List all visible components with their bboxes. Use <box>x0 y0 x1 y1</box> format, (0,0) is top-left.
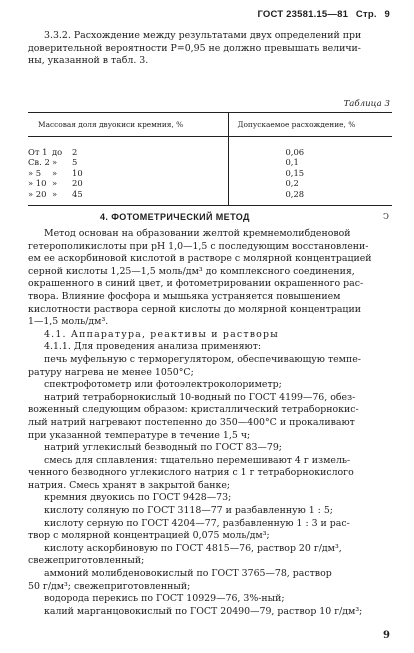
method-paragraph: Метод основан на образовании желтой кремнемолибденовой гетерополикислоты при pH 1,0—1,5 с последующим восстановлени- ем ее аскорбиновой кислотой в растворе с молярной концентрацией серной кислоты 1,25—1,5 моль/дм³ до комплексного соединения, окрашенного в синий цвет, и фотометрировании окрашенного рас- твора. Влияние фосфора и мышьяка устраняется повышением кислотности раствора серной кислоты до молярной концентрации 1—1,5 моль/дм³. 4.1. Аппаратура, реактивы и растворы 4.1.1. Для проведения анализа применяют: печь муфельную с терморегулятором, обеспечивающую темпе- ратуру нагрева не менее 1050°С; спектрофотометр или фотоэлектроколориметр; натрий тетраборнокислый 10-водный по ГОСТ 4199—76, обез- воженный следующим образом: кристаллический тетраборнокис- лый натрий нагревают постепенно до 350—400°С и прокаливают при указанной температуре в течение 1,5 ч; натрий углекислый безводный по ГОСТ 83—79; смесь для сплавления: тщательно перемешивают 4 г измель- ченного безводного углекислого натрия с 1 г тетраборнокислого натрия. Смесь хранят в закрытой банке; кремния двуокись по ГОСТ 9428—73; кислоту соляную по ГОСТ 3118—77 и разбавленную 1 : 5; кислоту серную по ГОСТ 4204—77, разбавленную 1 : 3 и рас- твор с молярной концентрацией 0,075 моль/дм³; кислоту аскорбиновую по ГОСТ 4815—76, раствор 20 г/дм³, свежеприготовленный; аммоний молибденовокислый по ГОСТ 3765—78, раствор 50 г/дм³; свежеприготовленный; водорода перекись по ГОСТ 10929—76, 3%-ный; калий марганцовокислый по ГОСТ 20490—79, раствор 10 г/дм³; <box>28 228 388 618</box>
table-row: Св. 2 » 5 0,1 <box>28 157 392 167</box>
page-number: 9 <box>383 630 390 641</box>
list-item: натрий тетраборнокислый 10-водный по ГОСТ 4199—76, обез- <box>44 391 356 403</box>
list-item: твор с молярной концентрацией 0,075 моль/дм³; <box>28 530 270 542</box>
intro-line: доверительной вероятности P=0,95 не должно превышать величи- <box>28 42 361 54</box>
intro-line: 3.3.2. Расхождение между результатами двух определений при <box>44 30 362 41</box>
list-item: воженный следующим образом: кристаллический тетраборнокис- <box>28 404 359 416</box>
tolerance-value: 0,28 <box>229 189 392 206</box>
list-item: ченного безводного углекислого натрия с 1 г тетраборнокислого <box>28 467 354 479</box>
subsection-4-1: 4.1. Аппаратура, реактивы и растворы <box>44 328 279 340</box>
list-item: калий марганцовокислый по ГОСТ 20490—79, раствор 10 г/дм³; <box>44 605 363 617</box>
list-item: ратуру нагрева не менее 1050°С; <box>28 366 194 378</box>
list-item: натрия. Смесь хранят в закрытой банке; <box>28 479 231 491</box>
list-item: водорода перекись по ГОСТ 10929—76, 3%-ный; <box>44 593 285 605</box>
page-label: Стр. <box>355 9 377 20</box>
section-title: 4. ФОТОМЕТРИЧЕСКИЙ МЕТОД <box>100 212 250 222</box>
table-row: » 5 » 10 0,15 <box>28 168 392 178</box>
list-item: смесь для сплавления: тщательно перемешивают 4 г измель- <box>44 454 351 466</box>
table-row: » 20 » 45 0,28 <box>28 189 392 206</box>
table-row: От 1 до 2 0,06 <box>28 137 392 158</box>
list-item: кислоту аскорбиновую по ГОСТ 4815—76, раствор 20 г/дм³, <box>44 542 342 554</box>
list-item: при указанной температуре в течение 1,5 ч; <box>28 429 251 441</box>
table-3 <box>28 112 392 206</box>
table-caption: Таблица 3 <box>343 99 390 109</box>
tolerance-value: 0,2 <box>229 178 392 188</box>
tolerance-value: 0,1 <box>229 157 392 167</box>
tolerance-value: 0,06 <box>229 137 392 158</box>
running-header <box>252 9 390 20</box>
intro-line: ны, указанной в табл. 3. <box>28 55 149 67</box>
tolerance-value: 0,15 <box>229 168 392 178</box>
list-item: лый натрий нагревают постепенно до 350—400°С и прокаливают <box>28 416 355 428</box>
list-item: 50 г/дм³; свежеприготовленный; <box>28 580 191 592</box>
list-item: кремния двуокись по ГОСТ 9428—73; <box>44 492 232 504</box>
list-item: свежеприготовленный; <box>28 555 145 567</box>
margin-mark-icon: ↄ <box>382 209 389 222</box>
standard-code: ГОСТ 23581.15—81 <box>257 9 349 20</box>
list-item: спектрофотометр или фотоэлектроколориметр; <box>44 379 282 391</box>
table-row: » 10 » 20 0,2 <box>28 178 392 188</box>
intro-paragraph <box>28 30 388 68</box>
col-header-silica: Массовая доля двуокиси кремния, % <box>28 113 229 137</box>
list-item: кислоту серную по ГОСТ 4204—77, разбавленную 1 : 3 и рас- <box>44 517 350 529</box>
col-header-tolerance: Допускаемое расхождение, % <box>229 113 392 137</box>
header-page-number: 9 <box>384 9 390 20</box>
list-item: печь муфельную с терморегулятором, обеспечивающую темпе- <box>44 353 361 365</box>
list-item: аммоний молибденовокислый по ГОСТ 3765—78, раствор <box>44 568 332 580</box>
subsection-4-1-1: 4.1.1. Для проведения анализа применяют: <box>44 341 262 353</box>
list-item: натрий углекислый безводный по ГОСТ 83—79; <box>44 442 282 454</box>
list-item: кислоту соляную по ГОСТ 3118—77 и разбавленную 1 : 5; <box>44 505 333 517</box>
